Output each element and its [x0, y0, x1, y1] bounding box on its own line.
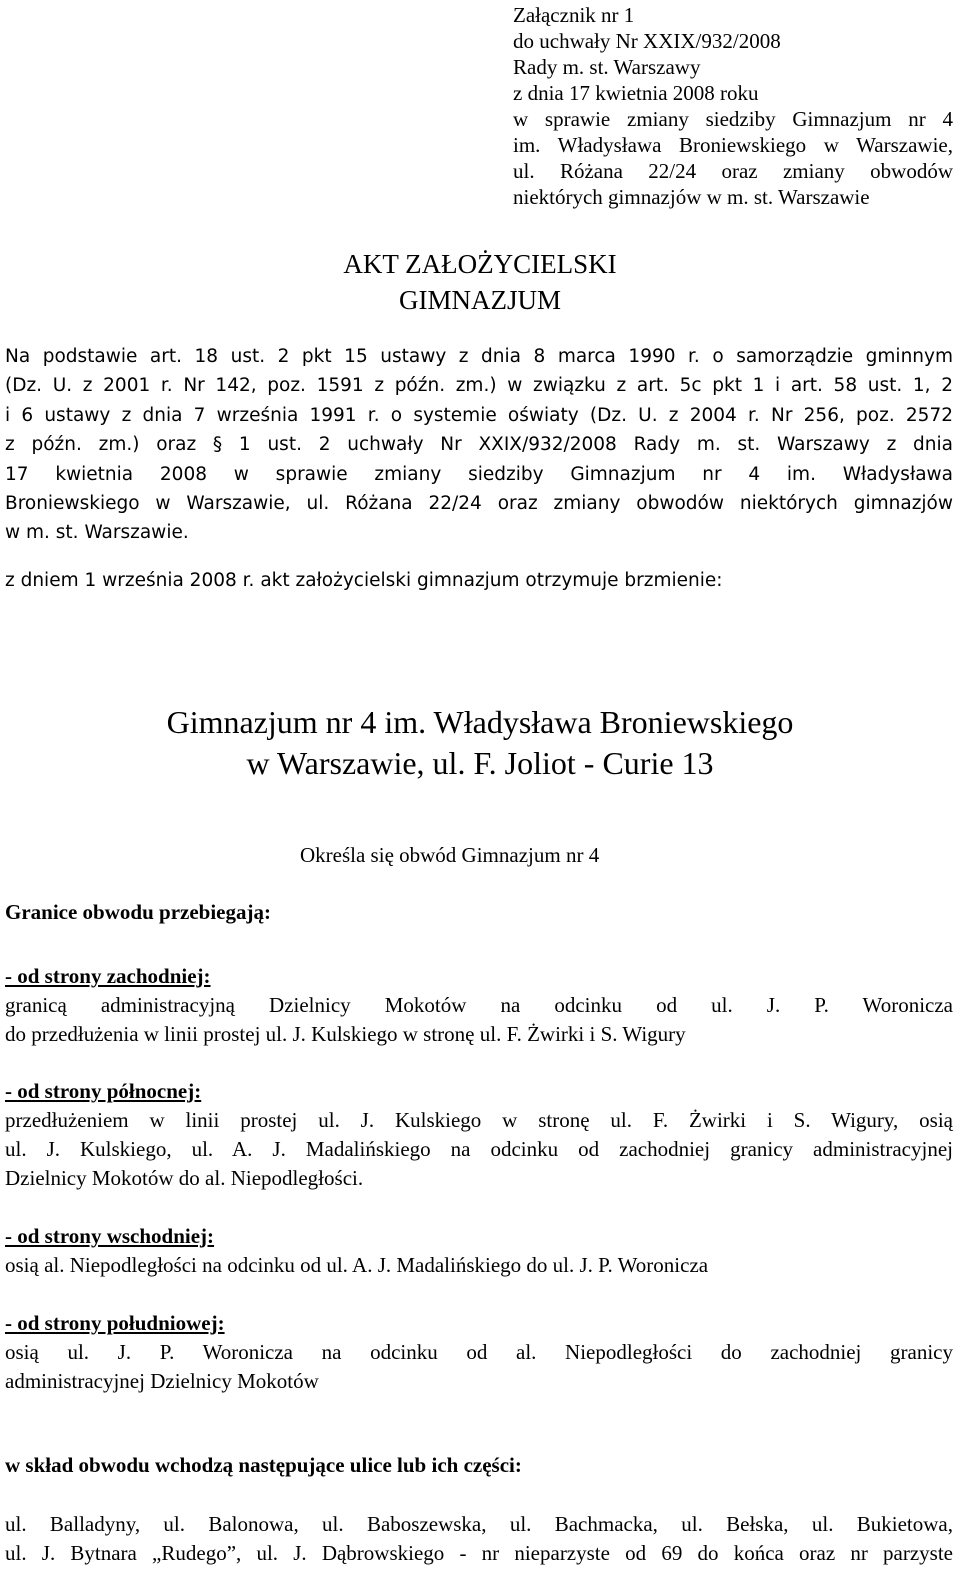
boundary-north-header: - od strony północnej: [5, 1079, 202, 1103]
basis-line: Na podstawie art. 18 ust. 2 pkt 15 ustawy z dnia 8 marca 1990 r. o samorządzie gminnym [5, 346, 953, 367]
school-name: Gimnazjum nr 4 im. Władysława Broniewskiego [166, 704, 794, 740]
boundary-line: przedłużeniem w linii prostej ul. J. Kulskiego w stronę ul. F. Żwirki i S. Wigury, osią [5, 1108, 953, 1132]
boundary-west-header: - od strony zachodniej: [5, 964, 211, 988]
basis-line: Broniewskiego w Warszawie, ul. Różana 22/24 oraz zmiany obwodów niektórych gimnazjów [5, 493, 953, 515]
document-title [250, 246, 710, 318]
boundary-line: Dzielnicy Mokotów do al. Niepodległości. [5, 1166, 364, 1190]
annex-line: niektórych gimnazjów w m. st. Warszawie [513, 185, 870, 209]
basis-line: 17 kwietnia 2008 w sprawie zmiany siedziby Gimnazjum nr 4 im. Władysława [5, 463, 953, 485]
basis-line: (Dz. U. z 2001 r. Nr 142, poz. 1591 z późn. zm.) w związku z art. 5c pkt 1 i art. 58 ust. 1, 2 [5, 375, 953, 397]
boundary-line: do przedłużenia w linii prostej ul. J. Kulskiego w stronę ul. F. Żwirki i S. Wigury [5, 1022, 686, 1046]
annex-line: Rady m. st. Warszawy [513, 55, 701, 79]
annex-line: im. Władysława Broniewskiego w Warszawie, [513, 133, 953, 157]
annex-line: ul. Różana 22/24 oraz zmiany obwodów [513, 159, 953, 183]
boundary-line: ul. J. Kulskiego, ul. A. J. Madalińskiego na odcinku od zachodniej granicy administracyjnej [5, 1137, 953, 1161]
streets-line: ul. J. Bytnara „Rudego”, ul. J. Dąbrowskiego - nr nieparzyste od 69 do końca oraz nr parzyste [5, 1541, 953, 1565]
annex-header [513, 2, 953, 210]
annex-line: do uchwały Nr XXIX/932/2008 [513, 29, 781, 53]
boundary-line: osią ul. J. P. Woronicza na odcinku od al. Niepodległości do zachodniej granicy [5, 1340, 953, 1364]
boundaries-label: Granice obwodu przebiegają: [5, 900, 271, 924]
streets-label: w skład obwodu wchodzą następujące ulice lub ich części: [5, 1453, 522, 1477]
title-line-2: GIMNAZJUM [399, 285, 561, 315]
district-definition: Określa się obwód Gimnazjum nr 4 [300, 843, 600, 867]
boundary-line: osią al. Niepodległości na odcinku od ul. A. J. Madalińskiego do ul. J. P. Woronicza [5, 1253, 709, 1277]
boundary-north [5, 1077, 953, 1193]
boundary-south-header: - od strony południowej: [5, 1311, 225, 1335]
boundary-east [5, 1222, 953, 1280]
boundary-south [5, 1309, 953, 1396]
annex-line: z dnia 17 kwietnia 2008 roku [513, 81, 759, 105]
annex-line: Załącznik nr 1 [513, 3, 635, 27]
streets-line: ul. Balladyny, ul. Balonowa, ul. Baboszewska, ul. Bachmacka, ul. Bełska, ul. Bukietowa, [5, 1512, 953, 1536]
title-line-1: AKT ZAŁOŻYCIELSKI [343, 249, 617, 279]
streets-list [5, 1510, 953, 1568]
boundary-east-header: - od strony wschodniej: [5, 1224, 215, 1248]
boundary-line: administracyjnej Dzielnicy Mokotów [5, 1369, 319, 1393]
effective-date-line: z dniem 1 września 2008 r. akt założycielski gimnazjum otrzymuje brzmienie: [5, 569, 723, 591]
school-address: w Warszawie, ul. F. Joliot - Curie 13 [246, 745, 714, 781]
basis-line: i 6 ustawy z dnia 7 września 1991 r. o systemie oświaty (Dz. U. z 2004 r. Nr 256, poz. 2572 [5, 404, 953, 426]
school-heading [100, 702, 860, 784]
annex-line: w sprawie zmiany siedziby Gimnazjum nr 4 [513, 107, 953, 131]
legal-basis-paragraph [5, 342, 953, 595]
boundary-west [5, 962, 953, 1049]
basis-line: z późn. zm.) oraz § 1 ust. 2 uchwały Nr XXIX/932/2008 Rady m. st. Warszawy z dnia [5, 434, 953, 456]
basis-line: w m. st. Warszawie. [5, 522, 189, 544]
boundary-line: granicą administracyjną Dzielnicy Mokotów na odcinku od ul. J. P. Woronicza [5, 993, 953, 1017]
